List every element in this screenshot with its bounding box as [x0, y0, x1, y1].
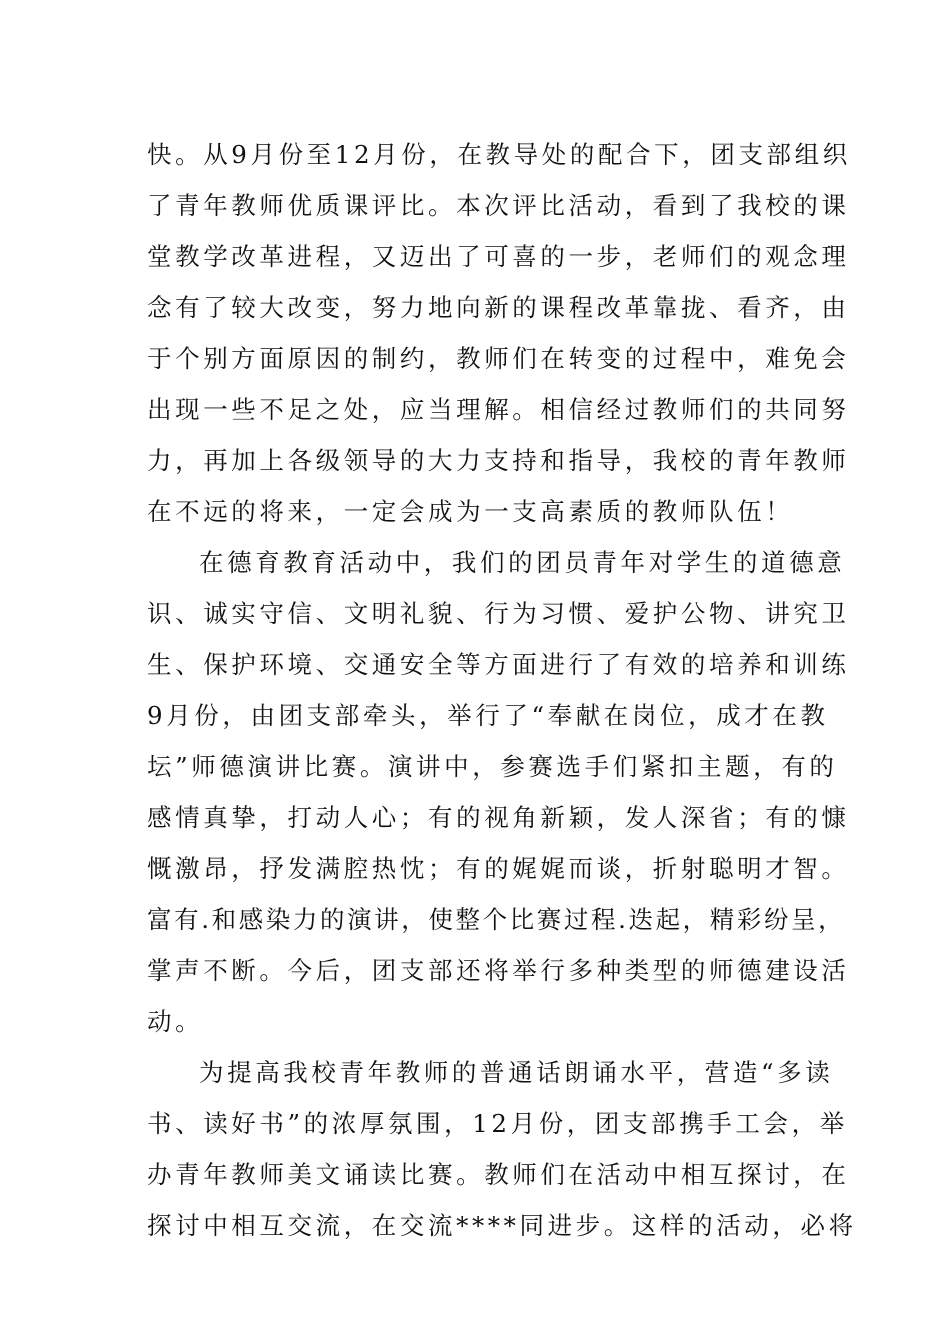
- paragraph-line: 书、读好书”的浓厚氛围，12月份，团支部携手工会，举: [147, 1109, 848, 1138]
- paragraph-first-line: 为提高我校青年教师的普通话朗诵水平，营造“多读: [199, 1058, 834, 1087]
- paragraph-line: 于个别方面原因的制约，教师们在转变的过程中，难免会: [147, 344, 850, 373]
- paragraph-line: 探讨中相互交流，在交流****同进步。这样的活动，必将: [147, 1211, 857, 1240]
- paragraph-line: 出现一些不足之处，应当理解。相信经过教师们的共同努: [147, 395, 850, 424]
- paragraph-line: 感情真挚，打动人心；有的视角新颖，发人深省；有的慷: [147, 803, 850, 832]
- paragraph-line: 识、诚实守信、文明礼貌、行为习惯、爱护公物、讲究卫: [147, 599, 850, 628]
- paragraph-line: 动。: [147, 1007, 204, 1036]
- paragraph-line: 慨激昂，抒发满腔热忱；有的娓娓而谈，折射聪明才智。: [147, 854, 850, 883]
- paragraph-line: 在不远的将来，一定会成为一支高素质的教师队伍！: [147, 497, 794, 526]
- paragraph-line: 掌声不断。今后，团支部还将举行多种类型的师德建设活: [147, 956, 850, 985]
- paragraph-line: 9月份，由团支部牵头，举行了“奉献在岗位，成才在教: [147, 701, 829, 730]
- paragraph-line: 生、保护环境、交通安全等方面进行了有效的培养和训练: [147, 650, 850, 679]
- paragraph-line: 念有了较大改变，努力地向新的课程改革靠拢、看齐，由: [147, 293, 850, 322]
- paragraph-first-line: 在德育教育活动中，我们的团员青年对学生的道德意: [199, 548, 846, 577]
- paragraph-line: 了青年教师优质课评比。本次评比活动，看到了我校的课: [147, 191, 850, 220]
- paragraph-line: 办青年教师美文诵读比赛。教师们在活动中相互探讨，在: [147, 1160, 850, 1189]
- paragraph-line: 力，再加上各级领导的大力支持和指导，我校的青年教师: [147, 446, 850, 475]
- paragraph-line: 堂教学改革进程，又迈出了可喜的一步，老师们的观念理: [147, 242, 850, 271]
- paragraph-line: 坛”师德演讲比赛。演讲中，参赛选手们紧扣主题，有的: [147, 752, 838, 781]
- paragraph-line: 快。从9月份至12月份，在教导处的配合下，团支部组织: [147, 140, 851, 169]
- document-body: [147, 129, 857, 1251]
- paragraph-line: 富有.和感染力的演讲，使整个比赛过程.迭起，精彩纷呈，: [147, 905, 846, 934]
